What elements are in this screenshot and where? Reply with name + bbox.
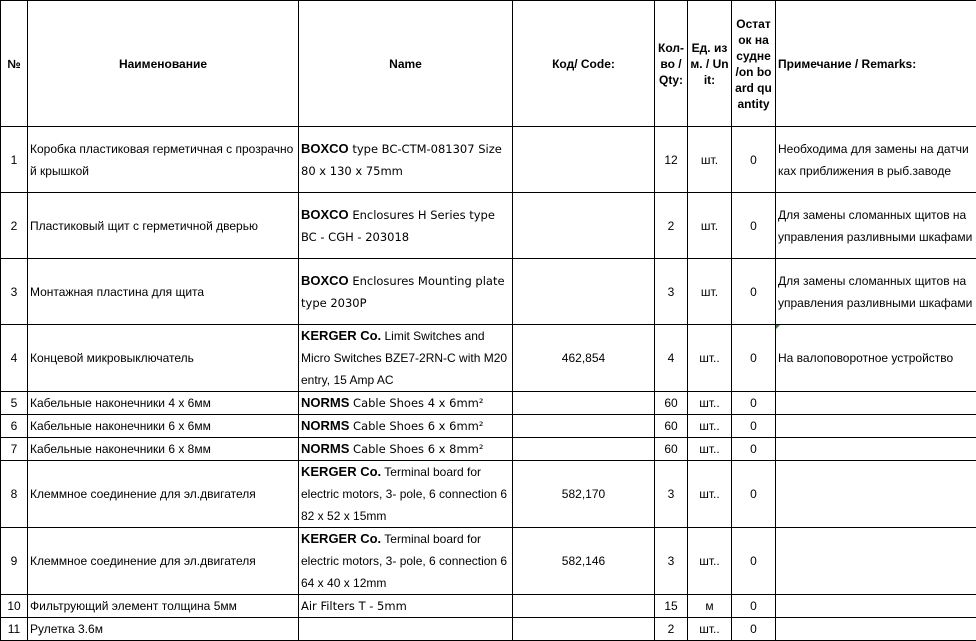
table-row [1, 461, 976, 528]
item-unit: м [688, 595, 732, 618]
table-row [1, 415, 976, 438]
item-code [513, 193, 655, 259]
table-row [1, 325, 976, 392]
row-number: 5 [1, 392, 28, 415]
item-remark [776, 461, 976, 528]
item-code: 462,854 [513, 325, 655, 392]
table-body [1, 127, 976, 641]
table-row [1, 259, 976, 325]
table-row [1, 595, 976, 618]
item-code [513, 127, 655, 193]
item-remark: Необходима для замены на датчиках приближения в рыб.заводе [776, 127, 976, 193]
item-name-en [299, 618, 513, 641]
col-header-name-ru: Наименование [28, 1, 299, 127]
row-number: 9 [1, 528, 28, 595]
col-header-unit: Ед. изм. / Unit: [688, 1, 732, 127]
item-qty: 15 [655, 595, 688, 618]
item-description: Air Filters T - 5mm [301, 599, 407, 613]
item-name-ru: Кабельные наконечники 4 x 6мм [28, 392, 299, 415]
item-brand: KERGER Co. [301, 464, 381, 479]
item-remark: Для замены сломанных щитов на управления разливными шкафами [776, 193, 976, 259]
item-name-en [299, 438, 513, 461]
item-unit: шт. [688, 259, 732, 325]
item-name-ru: Пластиковый щит с герметичной дверью [28, 193, 299, 259]
item-onboard: 0 [732, 595, 776, 618]
item-name-en [299, 127, 513, 193]
table-row [1, 618, 976, 641]
item-name-en [299, 461, 513, 528]
row-number: 2 [1, 193, 28, 259]
item-unit: шт.. [688, 325, 732, 392]
item-unit: шт.. [688, 461, 732, 528]
item-description: Enclosures H Series type BC - CGH - 203018 [301, 208, 495, 244]
item-name-ru: Клеммное соединение для эл.двигателя [28, 461, 299, 528]
item-remark: Для замены сломанных щитов на управления разливными шкафами [776, 259, 976, 325]
item-name-en [299, 325, 513, 392]
item-unit: шт.. [688, 392, 732, 415]
item-name-ru: Монтажная пластина для щита [28, 259, 299, 325]
item-unit: шт.. [688, 415, 732, 438]
item-qty: 12 [655, 127, 688, 193]
col-header-remarks: Примечание / Remarks: [776, 1, 976, 127]
item-description: type BC-CTM-081307 Size 80 x 130 x 75mm [301, 142, 502, 178]
table-row [1, 438, 976, 461]
item-code [513, 259, 655, 325]
item-unit: шт.. [688, 618, 732, 641]
item-name-en [299, 259, 513, 325]
item-qty: 3 [655, 259, 688, 325]
item-unit: шт. [688, 127, 732, 193]
item-unit: шт.. [688, 438, 732, 461]
table-row [1, 392, 976, 415]
item-remark [776, 595, 976, 618]
item-code [513, 415, 655, 438]
table-row [1, 193, 976, 259]
item-remark: На валоповоротное устройство [776, 325, 976, 392]
item-remark [776, 392, 976, 415]
col-header-qty: Кол-во / Qty: [655, 1, 688, 127]
item-onboard: 0 [732, 618, 776, 641]
col-header-name-en: Name [299, 1, 513, 127]
item-description: Cable Shoes 4 x 6mm² [349, 396, 483, 410]
item-onboard: 0 [732, 259, 776, 325]
item-qty: 4 [655, 325, 688, 392]
item-qty: 60 [655, 415, 688, 438]
item-name-ru: Кабельные наконечники 6 x 6мм [28, 415, 299, 438]
item-description: Cable Shoes 6 x 8mm² [349, 442, 483, 456]
row-number: 8 [1, 461, 28, 528]
item-qty: 2 [655, 618, 688, 641]
header-row [1, 1, 976, 127]
row-number: 1 [1, 127, 28, 193]
item-code [513, 595, 655, 618]
item-code: 582,170 [513, 461, 655, 528]
item-onboard: 0 [732, 193, 776, 259]
row-number: 7 [1, 438, 28, 461]
item-description: Limit Switches and Micro Switches BZE7-2RN-C with M20 entry, 15 Amp AC [301, 329, 507, 387]
item-onboard: 0 [732, 415, 776, 438]
row-number: 3 [1, 259, 28, 325]
item-description: Enclosures Mounting plate type 2030P [301, 274, 505, 310]
item-remark [776, 438, 976, 461]
item-name-ru: Кабельные наконечники 6 x 8мм [28, 438, 299, 461]
item-description: Cable Shoes 6 x 6mm² [349, 419, 483, 433]
item-description: Terminal board for electric motors, 3- pole, 6 connection 6 64 x 40 x 12mm [301, 532, 507, 590]
table-row [1, 528, 976, 595]
row-number: 11 [1, 618, 28, 641]
item-onboard: 0 [732, 438, 776, 461]
col-header-code: Код/ Code: [513, 1, 655, 127]
item-unit: шт. [688, 193, 732, 259]
item-name-en [299, 415, 513, 438]
item-name-ru: Клеммное соединение для эл.двигателя [28, 528, 299, 595]
item-onboard: 0 [732, 325, 776, 392]
item-code [513, 618, 655, 641]
item-name-en [299, 528, 513, 595]
row-number: 4 [1, 325, 28, 392]
item-code [513, 392, 655, 415]
item-brand: KERGER Co. [301, 531, 381, 546]
col-header-onboard: Остаток на судне /on board quantity [732, 1, 776, 127]
table-row [1, 127, 976, 193]
row-number: 10 [1, 595, 28, 618]
item-code: 582,146 [513, 528, 655, 595]
item-name-en [299, 392, 513, 415]
item-name-en [299, 193, 513, 259]
item-qty: 2 [655, 193, 688, 259]
item-qty: 3 [655, 461, 688, 528]
item-brand: NORMS [301, 418, 349, 433]
item-name-ru: Коробка пластиковая герметичная с прозрачной крышкой [28, 127, 299, 193]
item-onboard: 0 [732, 461, 776, 528]
item-brand: BOXCO [301, 207, 349, 222]
row-number: 6 [1, 415, 28, 438]
item-remark [776, 618, 976, 641]
item-brand: NORMS [301, 395, 349, 410]
item-code [513, 438, 655, 461]
item-qty: 60 [655, 392, 688, 415]
item-brand: BOXCO [301, 141, 349, 156]
item-onboard: 0 [732, 127, 776, 193]
item-remark [776, 528, 976, 595]
item-brand: NORMS [301, 441, 349, 456]
item-unit: шт.. [688, 528, 732, 595]
item-name-ru: Фильтрующий элемент толщина 5мм [28, 595, 299, 618]
item-name-ru: Рулетка 3.6м [28, 618, 299, 641]
item-name-en [299, 595, 513, 618]
item-brand: BOXCO [301, 273, 349, 288]
item-onboard: 0 [732, 392, 776, 415]
col-header-num: № [1, 1, 28, 127]
item-remark [776, 415, 976, 438]
item-onboard: 0 [732, 528, 776, 595]
item-name-ru: Концевой микровыключатель [28, 325, 299, 392]
item-qty: 60 [655, 438, 688, 461]
item-description: Terminal board for electric motors, 3- pole, 6 connection 6 82 x 52 x 15mm [301, 465, 507, 523]
item-brand: KERGER Co. [301, 328, 381, 343]
item-qty: 3 [655, 528, 688, 595]
